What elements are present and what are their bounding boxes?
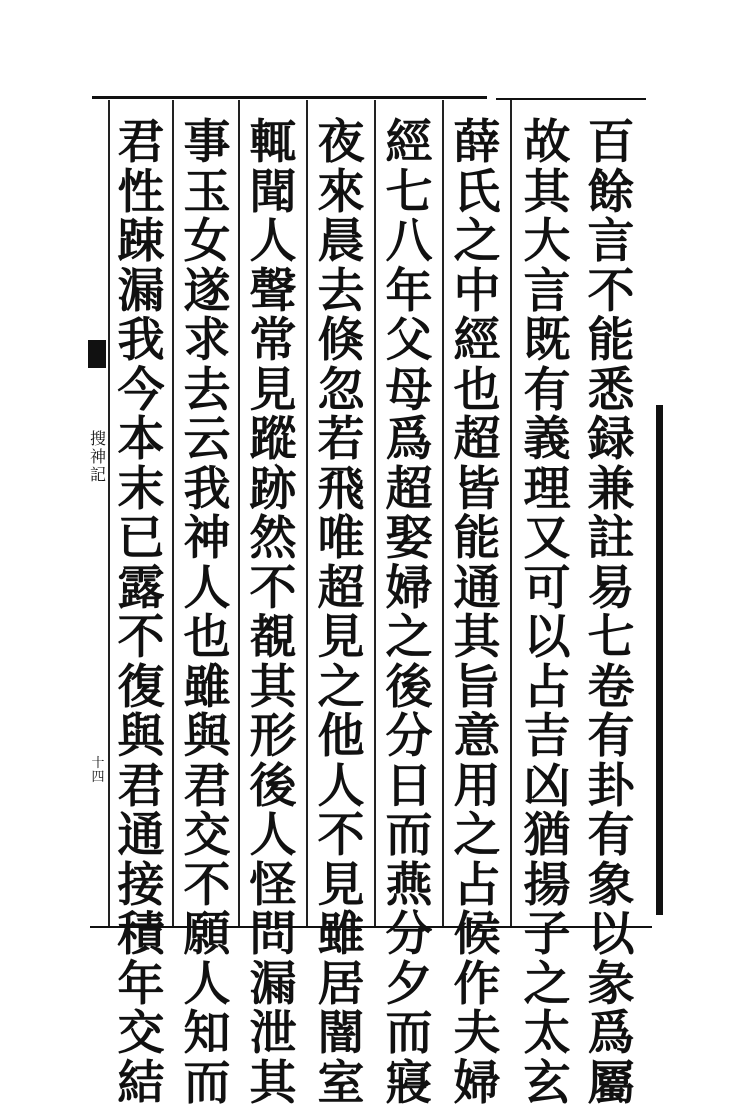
column-char: 凶	[523, 758, 571, 814]
column-char: 燕	[385, 857, 433, 913]
column-char: 倏	[317, 313, 365, 368]
column-char: 居	[317, 956, 365, 1012]
column-char: 他	[317, 709, 365, 764]
column-char: 遂	[183, 263, 231, 319]
column-char: 聞	[249, 164, 297, 220]
column-char: 能	[453, 511, 501, 566]
column-char: 末	[117, 461, 165, 517]
column-char: 年	[117, 956, 165, 1012]
column-char: 後	[385, 659, 433, 715]
column-char: 復	[117, 659, 165, 715]
column-char: 録	[587, 412, 635, 467]
column-char: 可	[523, 560, 571, 616]
column-char: 神	[183, 511, 231, 566]
column-char: 婦	[453, 1055, 501, 1111]
column-char: 有	[587, 808, 635, 863]
column-char: 之	[385, 610, 433, 665]
column-char: 聲	[249, 263, 297, 319]
column-char: 不	[249, 560, 297, 616]
column-char: 人	[183, 956, 231, 1012]
column-char: 結	[117, 1055, 165, 1111]
column-char: 不	[117, 610, 165, 665]
column-char: 有	[587, 709, 635, 764]
column-char: 以	[587, 907, 635, 962]
column-char: 本	[117, 412, 165, 467]
column-char: 屬	[587, 1055, 635, 1111]
column-char: 晨	[317, 214, 365, 269]
column-char: 之	[317, 659, 365, 715]
column-char: 超	[453, 412, 501, 467]
column-char: 性	[117, 164, 165, 220]
column-char: 子	[523, 907, 571, 962]
column-char: 能	[587, 313, 635, 368]
margin-page-number: 十 四	[91, 756, 105, 785]
column-char: 交	[117, 1006, 165, 1061]
column-char: 其	[249, 1055, 297, 1111]
column-char: 跡	[249, 461, 297, 517]
column-char: 漏	[117, 263, 165, 319]
column-char: 義	[523, 412, 571, 467]
column-char: 君	[117, 115, 165, 170]
column-char: 知	[183, 1006, 231, 1061]
column-char: 而	[183, 1055, 231, 1111]
column-char: 夕	[385, 956, 433, 1012]
column-char: 也	[183, 610, 231, 665]
column-char: 七	[587, 610, 635, 665]
column-char: 玉	[183, 164, 231, 220]
column-char: 我	[183, 461, 231, 517]
column-char: 七	[385, 164, 433, 220]
column-char: 娶	[385, 511, 433, 566]
column-char: 氏	[453, 164, 501, 220]
column-char: 事	[183, 115, 231, 170]
column-char: 年	[385, 263, 433, 319]
column-char: 候	[453, 907, 501, 962]
column-char: 中	[453, 263, 501, 319]
column-char: 故	[523, 115, 571, 170]
column-char: 作	[453, 956, 501, 1012]
column-char: 泄	[249, 1006, 297, 1061]
text-column-5	[310, 115, 372, 1111]
column-char: 其	[249, 659, 297, 715]
column-char: 人	[317, 758, 365, 814]
column-char: 婦	[385, 560, 433, 616]
column-char: 象	[587, 857, 635, 913]
column-char: 願	[183, 907, 231, 962]
column-char: 夜	[317, 115, 365, 170]
column-rule	[172, 100, 174, 926]
column-char: 去	[183, 362, 231, 418]
column-char: 求	[183, 313, 231, 368]
column-char: 超	[385, 461, 433, 517]
column-char: 踈	[117, 214, 165, 269]
column-char: 若	[317, 412, 365, 467]
right-edge-bar	[656, 405, 663, 915]
column-char: 雖	[183, 659, 231, 715]
column-char: 輒	[249, 115, 297, 170]
column-char: 意	[453, 709, 501, 764]
column-char: 積	[117, 907, 165, 962]
text-column-7	[176, 115, 238, 1111]
column-char: 不	[587, 263, 635, 319]
column-char: 太	[523, 1006, 571, 1061]
column-char: 人	[249, 214, 297, 269]
column-char: 形	[249, 709, 297, 764]
column-char: 餘	[587, 164, 635, 220]
column-char: 見	[317, 610, 365, 665]
text-column-3	[446, 115, 508, 1111]
column-char: 接	[117, 857, 165, 913]
column-char: 兼	[587, 461, 635, 517]
column-char: 今	[117, 362, 165, 418]
column-char: 其	[453, 610, 501, 665]
column-char: 猶	[523, 808, 571, 863]
column-rule	[238, 100, 240, 926]
top-border	[92, 96, 487, 99]
column-char: 彖	[587, 956, 635, 1012]
column-char: 見	[249, 362, 297, 418]
column-char: 卷	[587, 659, 635, 715]
column-char: 忽	[317, 362, 365, 418]
column-char: 既	[523, 313, 571, 368]
column-char: 揚	[523, 857, 571, 913]
column-char: 漏	[249, 956, 297, 1012]
column-char: 不	[317, 808, 365, 863]
column-char: 露	[117, 560, 165, 616]
column-char: 大	[523, 214, 571, 269]
column-char: 爲	[385, 412, 433, 467]
column-char: 用	[453, 758, 501, 814]
column-char: 君	[117, 758, 165, 814]
column-char: 君	[183, 758, 231, 814]
column-char: 理	[523, 461, 571, 517]
column-char: 分	[385, 709, 433, 764]
column-char: 夫	[453, 1006, 501, 1061]
column-char: 言	[587, 214, 635, 269]
column-char: 去	[317, 263, 365, 319]
column-rule	[306, 100, 308, 926]
column-char: 爲	[587, 1006, 635, 1061]
column-char: 旨	[453, 659, 501, 715]
margin-book-title: 搜 神 記	[89, 429, 106, 484]
column-char: 分	[385, 907, 433, 962]
column-char: 有	[523, 362, 571, 418]
column-char: 不	[183, 857, 231, 913]
column-char: 皆	[453, 461, 501, 517]
column-rule	[442, 100, 444, 926]
column-char: 云	[183, 412, 231, 467]
column-char: 經	[385, 115, 433, 170]
column-char: 百	[587, 115, 635, 170]
column-char: 寢	[385, 1055, 433, 1111]
column-rule	[510, 100, 512, 926]
text-column-1	[580, 115, 642, 1111]
column-char: 我	[117, 313, 165, 368]
column-char: 玄	[523, 1055, 571, 1111]
column-char: 其	[523, 164, 571, 220]
column-char: 已	[117, 511, 165, 566]
column-char: 卦	[587, 758, 635, 814]
column-char: 占	[453, 857, 501, 913]
column-char: 唯	[317, 511, 365, 566]
column-char: 與	[183, 709, 231, 764]
column-char: 與	[117, 709, 165, 764]
column-char: 薛	[453, 115, 501, 170]
column-char: 日	[385, 758, 433, 814]
column-char: 以	[523, 610, 571, 665]
column-char: 見	[317, 857, 365, 913]
column-char: 飛	[317, 461, 365, 517]
column-char: 吉	[523, 709, 571, 764]
column-char: 女	[183, 214, 231, 269]
text-column-6	[242, 115, 304, 1111]
column-char: 常	[249, 313, 297, 368]
column-char: 經	[453, 313, 501, 368]
column-char: 占	[523, 659, 571, 715]
text-column-8	[110, 115, 172, 1111]
column-char: 通	[453, 560, 501, 616]
column-char: 之	[453, 808, 501, 863]
column-char: 也	[453, 362, 501, 418]
column-char: 之	[523, 956, 571, 1012]
column-char: 人	[249, 808, 297, 863]
top-border-right	[496, 98, 646, 100]
column-char: 闇	[317, 1006, 365, 1061]
column-char: 悉	[587, 362, 635, 418]
text-column-2	[516, 115, 578, 1111]
column-char: 人	[183, 560, 231, 616]
column-char: 超	[317, 560, 365, 616]
column-char: 交	[183, 808, 231, 863]
column-char: 蹤	[249, 412, 297, 467]
column-char: 八	[385, 214, 433, 269]
column-char: 雖	[317, 907, 365, 962]
column-char: 後	[249, 758, 297, 814]
column-char: 又	[523, 511, 571, 566]
column-char: 覩	[249, 610, 297, 665]
column-char: 易	[587, 560, 635, 616]
column-char: 而	[385, 808, 433, 863]
column-char: 父	[385, 313, 433, 368]
column-char: 言	[523, 263, 571, 319]
text-column-4	[378, 115, 440, 1111]
column-char: 然	[249, 511, 297, 566]
column-char: 怪	[249, 857, 297, 913]
fish-tail-mark	[88, 340, 106, 368]
column-char: 之	[453, 214, 501, 269]
column-char: 而	[385, 1006, 433, 1061]
column-rule	[374, 100, 376, 926]
column-char: 母	[385, 362, 433, 418]
column-char: 通	[117, 808, 165, 863]
column-char: 問	[249, 907, 297, 962]
column-char: 來	[317, 164, 365, 220]
column-char: 註	[587, 511, 635, 566]
column-char: 室	[317, 1055, 365, 1111]
